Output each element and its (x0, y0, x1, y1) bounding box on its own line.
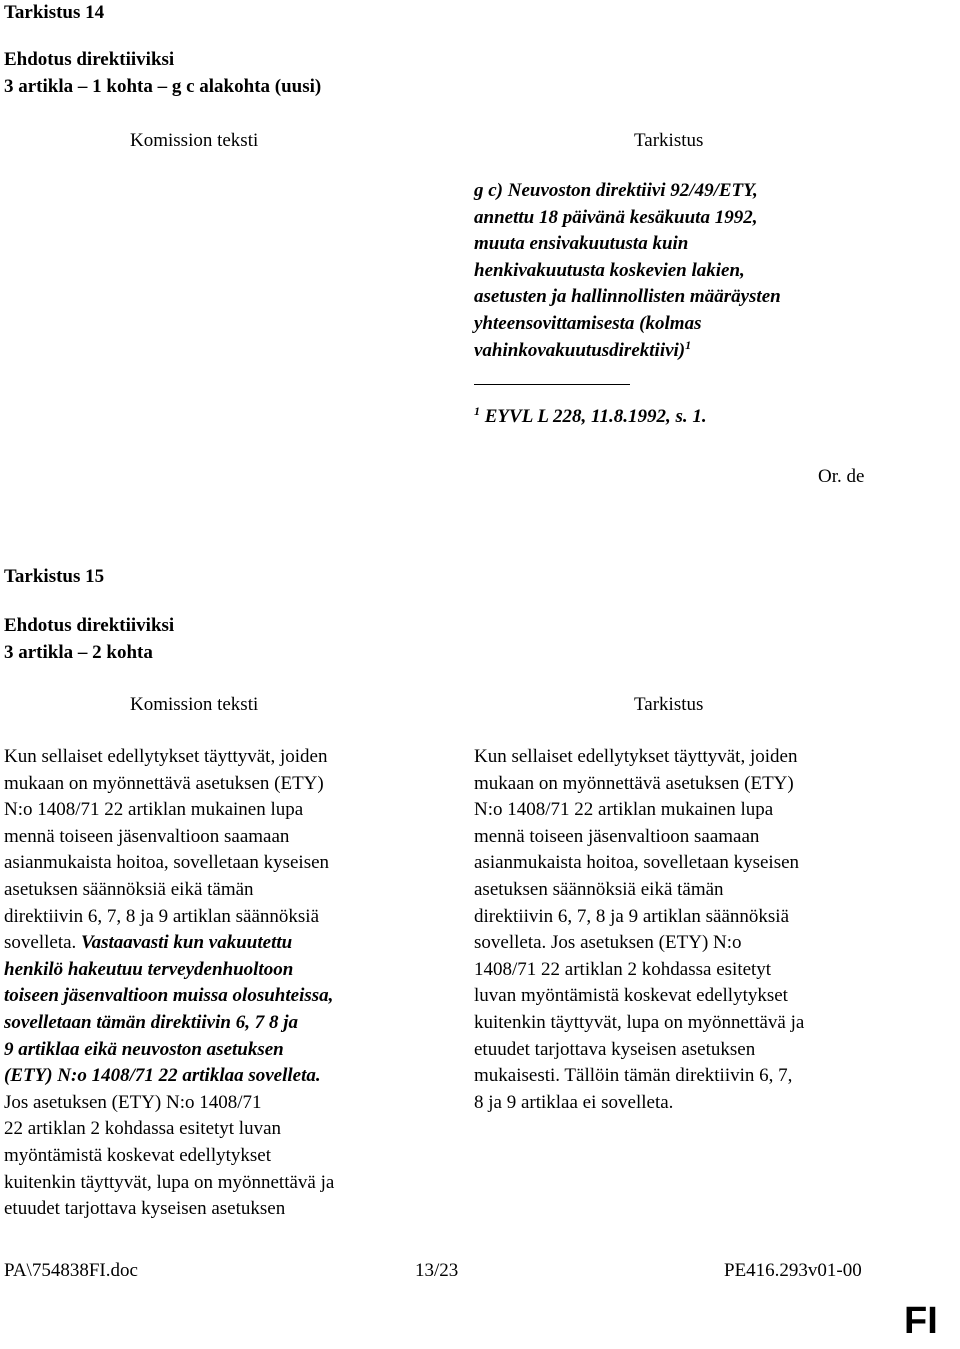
amendment-15-right-header: Tarkistus (634, 694, 704, 715)
text-emphasis: Vastaavasti kun vakuutettu (81, 932, 293, 954)
text-line: sovelletaan tämän direktiivin 6, 7 8 ja (4, 1011, 298, 1033)
text-line: henkilö hakeutuu terveydenhuoltoon (4, 958, 294, 980)
text-line: asianmukaista hoitoa, sovelletaan kyseisen (4, 852, 330, 874)
text-line: asetuksen säännöksiä eikä tämän (4, 878, 254, 900)
language-mark: FI (904, 1300, 938, 1342)
footnote-separator (474, 384, 630, 385)
text-line: etuudet tarjottava kyseisen asetuksen (474, 1038, 756, 1060)
amendment-14-title: Tarkistus 14 (4, 2, 105, 23)
text-line: mennä toiseen jäsenvaltioon saamaan (4, 825, 290, 847)
text-line: sovelleta. Jos asetuksen (ETY) N:o (474, 932, 742, 954)
text-line: annettu 18 päivänä kesäkuuta 1992, (474, 206, 758, 228)
text-line: direktiivin 6, 7, 8 ja 9 artiklan säännöksiä (4, 905, 320, 927)
text-line: mukaan on myönnettävä asetuksen (ETY) (4, 772, 324, 794)
text-line: toiseen jäsenvaltioon muissa olosuhteissa, (4, 985, 334, 1007)
amendment-14-right-text (474, 178, 781, 364)
footnote-number: 1 (474, 404, 480, 418)
footer-reference: PE416.293v01-00 (724, 1260, 862, 1281)
text-line: 8 ja 9 artiklaa ei sovelleta. (474, 1091, 674, 1113)
text-line: Jos asetuksen (ETY) N:o 1408/71 (4, 1091, 262, 1113)
text-line: (ETY) N:o 1408/71 22 artiklaa sovelleta. (4, 1065, 321, 1087)
footnote (474, 406, 707, 428)
amendment-14-right-header: Tarkistus (634, 130, 704, 151)
amendment-15-left-text (4, 744, 334, 1223)
amendment-14-reference: 3 artikla – 1 kohta – g c alakohta (uusi) (4, 76, 322, 97)
text-line: N:o 1408/71 22 artiklan mukainen lupa (474, 799, 774, 821)
text-line: 9 artiklaa eikä neuvoston asetuksen (4, 1038, 284, 1060)
text-line: kuitenkin täyttyvät, lupa on myönnettävä ja (474, 1011, 805, 1033)
footnote-text: EYVL L 228, 11.8.1992, s. 1. (484, 406, 707, 427)
text-line: g c) Neuvoston direktiivi 92/49/ETY, (474, 180, 758, 201)
text-line: 1408/71 22 artiklan 2 kohdassa esitetyt (474, 958, 772, 980)
amendment-15-subtitle: Ehdotus direktiiviksi (4, 615, 175, 636)
text-plain: sovelleta. (4, 932, 77, 954)
text-line: N:o 1408/71 22 artiklan mukainen lupa (4, 799, 304, 821)
text-line: luvan myöntämistä koskevat edellytykset (474, 985, 788, 1007)
text-line: mukaisesti. Tällöin tämän direktiivin 6, 7, (474, 1065, 793, 1087)
text-line: muuta ensivakuutusta kuin (474, 233, 689, 255)
text-line: mukaan on myönnettävä asetuksen (ETY) (474, 772, 794, 794)
amendment-14-subtitle: Ehdotus direktiiviksi (4, 49, 175, 70)
text-line: asianmukaista hoitoa, sovelletaan kyseisen (474, 852, 800, 874)
original-language: Or. de (818, 466, 865, 487)
text-line (474, 338, 781, 365)
footer-doc-name: PA\754838FI.doc (4, 1260, 138, 1281)
text-line: etuudet tarjottava kyseisen asetuksen (4, 1198, 286, 1220)
text-line: yhteensovittamisesta (kolmas (474, 312, 702, 334)
text-line: Kun sellaiset edellytykset täyttyvät, joiden (474, 746, 798, 767)
text-line (4, 930, 334, 957)
text-line: Kun sellaiset edellytykset täyttyvät, joiden (4, 746, 328, 767)
text-line: asetuksen säännöksiä eikä tämän (474, 878, 724, 900)
text-line-content: vahinkovakuutusdirektiivi) (474, 339, 686, 361)
amendment-15-left-header: Komission teksti (130, 694, 259, 715)
text-line: kuitenkin täyttyvät, lupa on myönnettävä ja (4, 1171, 335, 1193)
footnote-reference: 1 (685, 337, 692, 352)
text-line: mennä toiseen jäsenvaltioon saamaan (474, 825, 760, 847)
text-line: henkivakuutusta koskevien lakien, (474, 259, 745, 281)
text-line: myöntämistä koskevat edellytykset (4, 1144, 272, 1166)
amendment-15-reference: 3 artikla – 2 kohta (4, 642, 153, 663)
text-line: 22 artiklan 2 kohdassa esitetyt luvan (4, 1118, 282, 1140)
footer-page-number: 13/23 (415, 1260, 459, 1281)
text-line: asetusten ja hallinnollisten määräysten (474, 286, 781, 308)
amendment-15-right-text (474, 744, 804, 1116)
amendment-14-left-header: Komission teksti (130, 130, 259, 151)
amendment-15-title: Tarkistus 15 (4, 566, 105, 587)
text-line: direktiivin 6, 7, 8 ja 9 artiklan säännöksiä (474, 905, 790, 927)
